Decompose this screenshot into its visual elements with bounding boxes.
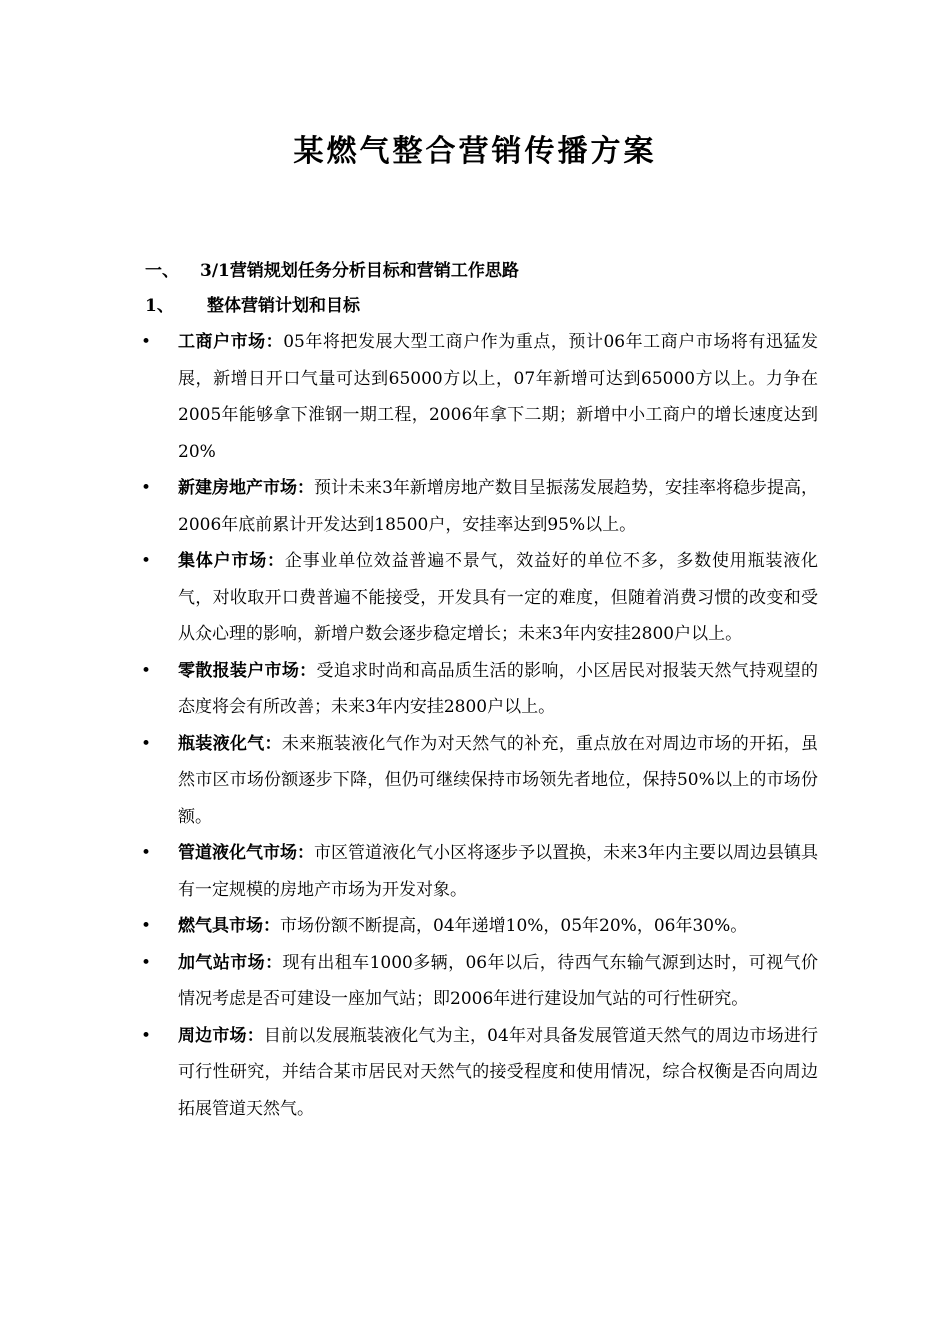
subsection-title: 整体营销计划和目标 <box>207 296 360 316</box>
item-text: 市场份额不断提高，04年递增10%，05年20%，06年30%。 <box>280 916 748 936</box>
bullet-icon: • <box>141 843 152 863</box>
list-item-new-real-estate <box>0 470 818 543</box>
item-label: 工商户市场： <box>178 332 284 352</box>
bullet-icon: • <box>141 952 152 973</box>
list-item-individual-applicants <box>0 653 818 726</box>
bullet-icon: • <box>141 478 152 498</box>
bullet-icon: • <box>141 551 152 571</box>
list-item-filling-station <box>0 945 818 1018</box>
section-number: 一、 <box>145 261 179 281</box>
bullet-icon: • <box>141 916 152 936</box>
list-item-collective-users <box>0 543 818 653</box>
item-label: 周边市场： <box>178 1025 264 1046</box>
item-label: 瓶装液化气： <box>178 733 282 754</box>
item-label: 集体户市场： <box>178 551 285 571</box>
market-target-list <box>0 324 950 1127</box>
item-text: 05年将把发展大型工商户作为重点，预计06年工商户市场将有迅猛发展，新增日开口气量可达到65000方以上，07年新增可达到65000方以上。力争在2005年能够拿下淮钢一期工程，2006年拿下二期；新增中小工商户的增长速度达到20% <box>178 332 819 462</box>
list-item-gas-appliances <box>0 908 818 945</box>
bullet-icon: • <box>141 660 152 681</box>
list-item-industrial-commercial <box>0 324 818 470</box>
list-item-surrounding-markets <box>0 1018 818 1128</box>
item-text: 目前以发展瓶装液化气为主，04年对具备发展管道天然气的周边市场进行可行性研究，并结合某市居民对天然气的接受程度和使用情况，综合权衡是否向周边拓展管道天然气。 <box>178 1025 818 1119</box>
bullet-icon: • <box>141 733 152 754</box>
item-text: 现有出租车1000多辆，06年以后，待西气东输气源到达时，可视气价情况考虑是否可建设一座加气站；即2006年进行建设加气站的可行性研究。 <box>178 952 819 1009</box>
item-text: 市区管道液化气小区将逐步予以置换，未来3年内主要以周边县镇具有一定规模的房地产市场为开发对象。 <box>178 843 818 900</box>
item-label: 燃气具市场： <box>178 916 280 936</box>
bullet-icon: • <box>141 1025 152 1046</box>
item-label: 新建房地产市场： <box>178 478 315 498</box>
item-label: 零散报装户市场： <box>178 660 317 681</box>
item-label: 加气站市场： <box>178 952 283 973</box>
item-text: 企事业单位效益普遍不景气，效益好的单位不多，多数使用瓶装液化气，对收取开口费普遍不能接受，开发具有一定的难度，但随着消费习惯的改变和受从众心理的影响，新增户数会逐步稳定增长；未来3年内安挂2800户以上。 <box>178 551 819 644</box>
bullet-icon: • <box>141 332 152 352</box>
list-item-piped-lpg <box>0 835 818 908</box>
item-label: 管道液化气市场： <box>178 843 315 863</box>
item-text: 受追求时尚和高品质生活的影响，小区居民对报装天然气持观望的态度将会有所改善；未来3年内安挂2800户以上。 <box>178 660 819 717</box>
subsection-number: 1、 <box>145 296 174 316</box>
item-text: 预计未来3年新增房地产数目呈振荡发展趋势，安挂率将稳步提高，2006年底前累计开发达到18500户，安挂率达到95%以上。 <box>178 478 818 535</box>
item-text: 未来瓶装液化气作为对天然气的补充，重点放在对周边市场的开拓，虽然市区市场份额逐步下降，但仍可继续保持市场领先者地位，保持50%以上的市场份额。 <box>178 733 819 827</box>
document-title: 某燃气整合营销传播方案 <box>293 134 657 169</box>
section-title: 3/1营销规划任务分析目标和营销工作思路 <box>200 261 519 281</box>
list-item-bottled-lpg <box>0 726 818 836</box>
